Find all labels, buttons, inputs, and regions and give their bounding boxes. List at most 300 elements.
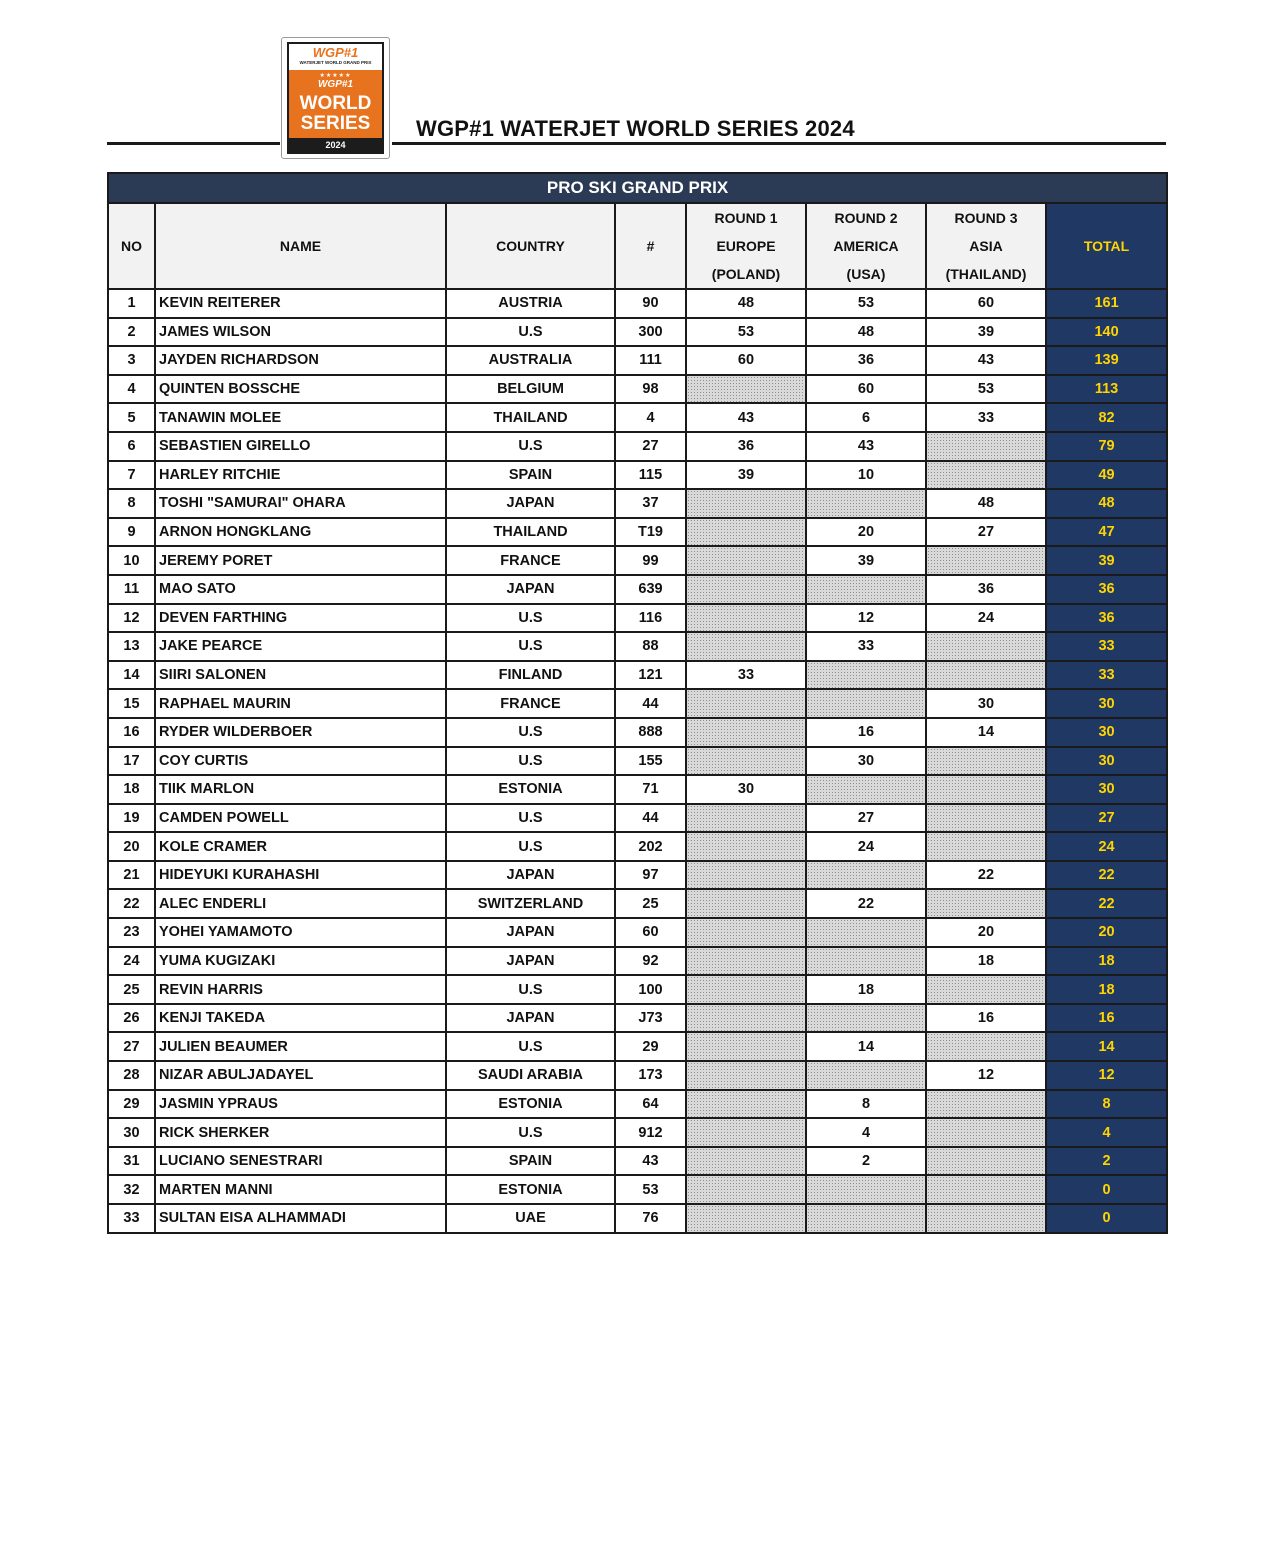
header-no: NO [108, 203, 155, 289]
cell-name: CAMDEN POWELL [155, 804, 446, 833]
cell-name: HIDEYUKI KURAHASHI [155, 861, 446, 890]
cell-round-2: 8 [806, 1090, 926, 1119]
cell-round-3-no-entry [926, 747, 1046, 776]
cell-name: DEVEN FARTHING [155, 604, 446, 633]
header-round-3-line-3: (THAILAND) [945, 266, 1027, 282]
header-rule-left [107, 142, 280, 145]
cell-round-2-no-entry [806, 661, 926, 690]
table-row [108, 461, 1167, 490]
cell-country: U.S [446, 604, 615, 633]
cell-number: 71 [615, 775, 686, 804]
table-row [108, 1147, 1167, 1176]
cell-no: 6 [108, 432, 155, 461]
cell-no: 2 [108, 318, 155, 347]
cell-round-2: 27 [806, 804, 926, 833]
cell-round-3-no-entry [926, 775, 1046, 804]
cell-total: 20 [1046, 918, 1167, 947]
cell-country: U.S [446, 318, 615, 347]
cell-round-2: 39 [806, 546, 926, 575]
cell-round-2-no-entry [806, 775, 926, 804]
table-row [108, 346, 1167, 375]
results-body [108, 289, 1167, 1233]
cell-round-3: 39 [926, 318, 1046, 347]
header-round-1-line-1: ROUND 1 [714, 210, 778, 226]
cell-number: 116 [615, 604, 686, 633]
cell-name: TANAWIN MOLEE [155, 403, 446, 432]
cell-name: YOHEI YAMAMOTO [155, 918, 446, 947]
cell-round-3: 12 [926, 1061, 1046, 1090]
header-round-2 [806, 203, 926, 289]
cell-round-2-no-entry [806, 1061, 926, 1090]
cell-round-1-no-entry [686, 747, 806, 776]
cell-country: ESTONIA [446, 1175, 615, 1204]
cell-number: 173 [615, 1061, 686, 1090]
cell-round-1: 48 [686, 289, 806, 318]
table-row [108, 1090, 1167, 1119]
page-title: WGP#1 WATERJET WORLD SERIES 2024 [416, 116, 855, 141]
cell-round-2-no-entry [806, 575, 926, 604]
cell-round-3: 18 [926, 947, 1046, 976]
cell-no: 7 [108, 461, 155, 490]
cell-round-1-no-entry [686, 604, 806, 633]
cell-number: 27 [615, 432, 686, 461]
logo-stars: ★★★★★ [319, 73, 352, 79]
table-row [108, 918, 1167, 947]
table-row [108, 518, 1167, 547]
table-row [108, 575, 1167, 604]
cell-number: 43 [615, 1147, 686, 1176]
cell-round-1-no-entry [686, 1147, 806, 1176]
cell-country: FINLAND [446, 661, 615, 690]
cell-country: JAPAN [446, 947, 615, 976]
cell-no: 15 [108, 689, 155, 718]
cell-round-2: 4 [806, 1118, 926, 1147]
table-row [108, 1032, 1167, 1061]
cell-round-3-no-entry [926, 1090, 1046, 1119]
cell-round-1-no-entry [686, 1175, 806, 1204]
cell-round-2: 33 [806, 632, 926, 661]
header-round-1 [686, 203, 806, 289]
cell-total: 113 [1046, 375, 1167, 404]
cell-round-1-no-entry [686, 575, 806, 604]
cell-round-1-no-entry [686, 1032, 806, 1061]
cell-name: RYDER WILDERBOER [155, 718, 446, 747]
cell-round-1: 53 [686, 318, 806, 347]
cell-round-1: 33 [686, 661, 806, 690]
cell-total: 49 [1046, 461, 1167, 490]
cell-total: 30 [1046, 775, 1167, 804]
wgp-world-series-logo [281, 37, 390, 159]
cell-no: 14 [108, 661, 155, 690]
cell-round-2: 30 [806, 747, 926, 776]
table-header-row [108, 203, 1167, 289]
cell-name: JAKE PEARCE [155, 632, 446, 661]
cell-round-1-no-entry [686, 489, 806, 518]
cell-name: KOLE CRAMER [155, 832, 446, 861]
cell-no: 16 [108, 718, 155, 747]
cell-round-3-no-entry [926, 632, 1046, 661]
cell-number: 92 [615, 947, 686, 976]
cell-round-1-no-entry [686, 832, 806, 861]
cell-number: 4 [615, 403, 686, 432]
cell-country: SAUDI ARABIA [446, 1061, 615, 1090]
cell-round-2-no-entry [806, 689, 926, 718]
cell-country: ESTONIA [446, 1090, 615, 1119]
cell-country: AUSTRIA [446, 289, 615, 318]
header-country: COUNTRY [446, 203, 615, 289]
table-row [108, 318, 1167, 347]
table-row [108, 832, 1167, 861]
cell-round-3-no-entry [926, 1032, 1046, 1061]
cell-name: RICK SHERKER [155, 1118, 446, 1147]
cell-name: REVIN HARRIS [155, 975, 446, 1004]
cell-number: 202 [615, 832, 686, 861]
header-round-1-line-3: (POLAND) [711, 266, 781, 282]
table-row [108, 889, 1167, 918]
table-row [108, 747, 1167, 776]
cell-round-2-no-entry [806, 861, 926, 890]
cell-country: U.S [446, 832, 615, 861]
cell-number: 100 [615, 975, 686, 1004]
cell-round-1-no-entry [686, 1004, 806, 1033]
table-row [108, 1175, 1167, 1204]
cell-round-3: 53 [926, 375, 1046, 404]
cell-name: COY CURTIS [155, 747, 446, 776]
cell-round-1: 39 [686, 461, 806, 490]
cell-round-3: 60 [926, 289, 1046, 318]
results-table [107, 172, 1168, 1234]
cell-total: 39 [1046, 546, 1167, 575]
cell-country: SPAIN [446, 1147, 615, 1176]
cell-round-2: 14 [806, 1032, 926, 1061]
cell-name: HARLEY RITCHIE [155, 461, 446, 490]
cell-round-1-no-entry [686, 1118, 806, 1147]
cell-no: 19 [108, 804, 155, 833]
cell-round-1-no-entry [686, 947, 806, 976]
cell-round-1: 43 [686, 403, 806, 432]
cell-round-2: 53 [806, 289, 926, 318]
header-round-2-line-3: (USA) [846, 266, 886, 282]
cell-name: JEREMY PORET [155, 546, 446, 575]
cell-round-3-no-entry [926, 1147, 1046, 1176]
cell-country: U.S [446, 632, 615, 661]
cell-round-1-no-entry [686, 1090, 806, 1119]
cell-round-2: 16 [806, 718, 926, 747]
cell-round-1-no-entry [686, 1204, 806, 1233]
cell-total: 139 [1046, 346, 1167, 375]
cell-name: LUCIANO SENESTRARI [155, 1147, 446, 1176]
cell-round-2: 36 [806, 346, 926, 375]
cell-round-3: 33 [926, 403, 1046, 432]
header-number: # [615, 203, 686, 289]
cell-name: ARNON HONGKLANG [155, 518, 446, 547]
header-round-3-line-1: ROUND 3 [954, 210, 1018, 226]
header-total: TOTAL [1046, 203, 1167, 289]
cell-round-1: 30 [686, 775, 806, 804]
table-row [108, 375, 1167, 404]
cell-total: 12 [1046, 1061, 1167, 1090]
cell-round-2: 60 [806, 375, 926, 404]
cell-no: 11 [108, 575, 155, 604]
cell-name: ALEC ENDERLI [155, 889, 446, 918]
cell-round-3: 36 [926, 575, 1046, 604]
cell-no: 21 [108, 861, 155, 890]
cell-number: 97 [615, 861, 686, 890]
cell-round-3-no-entry [926, 889, 1046, 918]
cell-total: 30 [1046, 747, 1167, 776]
header-round-1-line-2: EUROPE [716, 238, 776, 254]
cell-round-2-no-entry [806, 918, 926, 947]
cell-round-2-no-entry [806, 1204, 926, 1233]
cell-country: JAPAN [446, 489, 615, 518]
table-row [108, 432, 1167, 461]
cell-name: JASMIN YPRAUS [155, 1090, 446, 1119]
cell-total: 30 [1046, 718, 1167, 747]
cell-total: 82 [1046, 403, 1167, 432]
cell-country: ESTONIA [446, 775, 615, 804]
cell-no: 26 [108, 1004, 155, 1033]
cell-round-3: 27 [926, 518, 1046, 547]
cell-name: MARTEN MANNI [155, 1175, 446, 1204]
cell-name: NIZAR ABULJADAYEL [155, 1061, 446, 1090]
cell-total: 16 [1046, 1004, 1167, 1033]
cell-country: FRANCE [446, 546, 615, 575]
header-round-3-line-2: ASIA [969, 238, 1003, 254]
cell-number: 111 [615, 346, 686, 375]
table-row [108, 804, 1167, 833]
logo-badge [287, 42, 384, 154]
cell-no: 5 [108, 403, 155, 432]
header-round-2-line-2: AMERICA [833, 238, 899, 254]
cell-round-2-no-entry [806, 947, 926, 976]
cell-round-3-no-entry [926, 1204, 1046, 1233]
cell-total: 18 [1046, 975, 1167, 1004]
cell-round-2: 12 [806, 604, 926, 633]
cell-number: 115 [615, 461, 686, 490]
cell-country: JAPAN [446, 575, 615, 604]
cell-country: JAPAN [446, 861, 615, 890]
cell-round-3: 16 [926, 1004, 1046, 1033]
table-row [108, 1061, 1167, 1090]
cell-number: 25 [615, 889, 686, 918]
table-row [108, 718, 1167, 747]
cell-country: SPAIN [446, 461, 615, 490]
table-row [108, 403, 1167, 432]
cell-total: 18 [1046, 947, 1167, 976]
table-row [108, 489, 1167, 518]
cell-total: 36 [1046, 604, 1167, 633]
cell-round-3: 22 [926, 861, 1046, 890]
cell-no: 17 [108, 747, 155, 776]
cell-country: THAILAND [446, 403, 615, 432]
cell-number: 44 [615, 804, 686, 833]
cell-name: SIIRI SALONEN [155, 661, 446, 690]
cell-name: RAPHAEL MAURIN [155, 689, 446, 718]
cell-round-3-no-entry [926, 461, 1046, 490]
cell-country: U.S [446, 1118, 615, 1147]
logo-world-text: WORLD [299, 93, 372, 114]
table-row [108, 289, 1167, 318]
cell-round-2: 22 [806, 889, 926, 918]
cell-total: 8 [1046, 1090, 1167, 1119]
cell-name: KENJI TAKEDA [155, 1004, 446, 1033]
cell-total: 48 [1046, 489, 1167, 518]
cell-total: 33 [1046, 661, 1167, 690]
cell-total: 79 [1046, 432, 1167, 461]
cell-round-2: 20 [806, 518, 926, 547]
cell-total: 22 [1046, 889, 1167, 918]
cell-round-1-no-entry [686, 546, 806, 575]
cell-name: SEBASTIEN GIRELLO [155, 432, 446, 461]
cell-name: YUMA KUGIZAKI [155, 947, 446, 976]
cell-country: U.S [446, 804, 615, 833]
cell-no: 13 [108, 632, 155, 661]
cell-round-3: 24 [926, 604, 1046, 633]
cell-no: 18 [108, 775, 155, 804]
cell-round-3-no-entry [926, 432, 1046, 461]
cell-no: 33 [108, 1204, 155, 1233]
cell-total: 47 [1046, 518, 1167, 547]
table-row [108, 1204, 1167, 1233]
cell-number: 300 [615, 318, 686, 347]
cell-name: JULIEN BEAUMER [155, 1032, 446, 1061]
cell-country: U.S [446, 432, 615, 461]
cell-no: 25 [108, 975, 155, 1004]
cell-country: THAILAND [446, 518, 615, 547]
cell-number: 99 [615, 546, 686, 575]
cell-round-3: 48 [926, 489, 1046, 518]
cell-number: J73 [615, 1004, 686, 1033]
cell-number: 98 [615, 375, 686, 404]
cell-round-3: 43 [926, 346, 1046, 375]
cell-round-1-no-entry [686, 632, 806, 661]
cell-total: 14 [1046, 1032, 1167, 1061]
header-round-3 [926, 203, 1046, 289]
cell-name: MAO SATO [155, 575, 446, 604]
cell-number: 639 [615, 575, 686, 604]
cell-total: 24 [1046, 832, 1167, 861]
cell-number: 912 [615, 1118, 686, 1147]
cell-name: TOSHI "SAMURAI" OHARA [155, 489, 446, 518]
cell-round-2: 18 [806, 975, 926, 1004]
cell-country: SWITZERLAND [446, 889, 615, 918]
cell-name: JAYDEN RICHARDSON [155, 346, 446, 375]
cell-number: 888 [615, 718, 686, 747]
table-row [108, 947, 1167, 976]
cell-number: 121 [615, 661, 686, 690]
cell-country: U.S [446, 1032, 615, 1061]
table-banner-row [108, 173, 1167, 203]
cell-country: JAPAN [446, 918, 615, 947]
cell-number: 60 [615, 918, 686, 947]
cell-round-3: 30 [926, 689, 1046, 718]
cell-round-3-no-entry [926, 975, 1046, 1004]
table-row [108, 546, 1167, 575]
cell-no: 23 [108, 918, 155, 947]
cell-no: 29 [108, 1090, 155, 1119]
table-row [108, 775, 1167, 804]
cell-round-3: 20 [926, 918, 1046, 947]
logo-series-text: SERIES [300, 113, 371, 134]
cell-round-1-no-entry [686, 804, 806, 833]
cell-round-3-no-entry [926, 546, 1046, 575]
logo-wgp-text: WGP#1 [312, 45, 359, 60]
cell-round-3-no-entry [926, 661, 1046, 690]
cell-round-2: 24 [806, 832, 926, 861]
table-row [108, 604, 1167, 633]
cell-total: 2 [1046, 1147, 1167, 1176]
cell-number: T19 [615, 518, 686, 547]
cell-country: BELGIUM [446, 375, 615, 404]
cell-country: UAE [446, 1204, 615, 1233]
cell-round-1-no-entry [686, 889, 806, 918]
cell-number: 155 [615, 747, 686, 776]
logo-mark: WGP#1 [317, 79, 353, 90]
cell-no: 4 [108, 375, 155, 404]
header-round-2-line-1: ROUND 2 [834, 210, 898, 226]
cell-country: AUSTRALIA [446, 346, 615, 375]
cell-total: 161 [1046, 289, 1167, 318]
cell-country: U.S [446, 747, 615, 776]
cell-total: 30 [1046, 689, 1167, 718]
cell-round-1: 36 [686, 432, 806, 461]
logo-subtitle: WATERJET WORLD GRAND PRIX [299, 60, 372, 65]
cell-round-1: 60 [686, 346, 806, 375]
cell-number: 76 [615, 1204, 686, 1233]
cell-name: TIIK MARLON [155, 775, 446, 804]
cell-round-3-no-entry [926, 832, 1046, 861]
cell-round-1-no-entry [686, 975, 806, 1004]
header-rule-right [392, 142, 1166, 145]
cell-number: 64 [615, 1090, 686, 1119]
cell-no: 22 [108, 889, 155, 918]
cell-round-2: 10 [806, 461, 926, 490]
cell-number: 53 [615, 1175, 686, 1204]
cell-no: 32 [108, 1175, 155, 1204]
table-row [108, 975, 1167, 1004]
cell-name: JAMES WILSON [155, 318, 446, 347]
cell-total: 22 [1046, 861, 1167, 890]
cell-round-3-no-entry [926, 1175, 1046, 1204]
cell-number: 44 [615, 689, 686, 718]
cell-name: SULTAN EISA ALHAMMADI [155, 1204, 446, 1233]
cell-round-2-no-entry [806, 1175, 926, 1204]
cell-no: 10 [108, 546, 155, 575]
cell-round-2-no-entry [806, 489, 926, 518]
cell-country: JAPAN [446, 1004, 615, 1033]
cell-total: 0 [1046, 1175, 1167, 1204]
cell-round-1-no-entry [686, 718, 806, 747]
table-banner: PRO SKI GRAND PRIX [108, 173, 1167, 203]
table-row [108, 1004, 1167, 1033]
cell-name: KEVIN REITERER [155, 289, 446, 318]
cell-no: 9 [108, 518, 155, 547]
cell-no: 31 [108, 1147, 155, 1176]
cell-country: U.S [446, 718, 615, 747]
cell-round-1-no-entry [686, 861, 806, 890]
cell-round-3-no-entry [926, 804, 1046, 833]
cell-number: 37 [615, 489, 686, 518]
cell-round-3: 14 [926, 718, 1046, 747]
cell-country: FRANCE [446, 689, 615, 718]
cell-no: 3 [108, 346, 155, 375]
cell-round-1-no-entry [686, 518, 806, 547]
cell-total: 33 [1046, 632, 1167, 661]
cell-no: 28 [108, 1061, 155, 1090]
cell-no: 12 [108, 604, 155, 633]
cell-round-2: 43 [806, 432, 926, 461]
cell-name: QUINTEN BOSSCHE [155, 375, 446, 404]
